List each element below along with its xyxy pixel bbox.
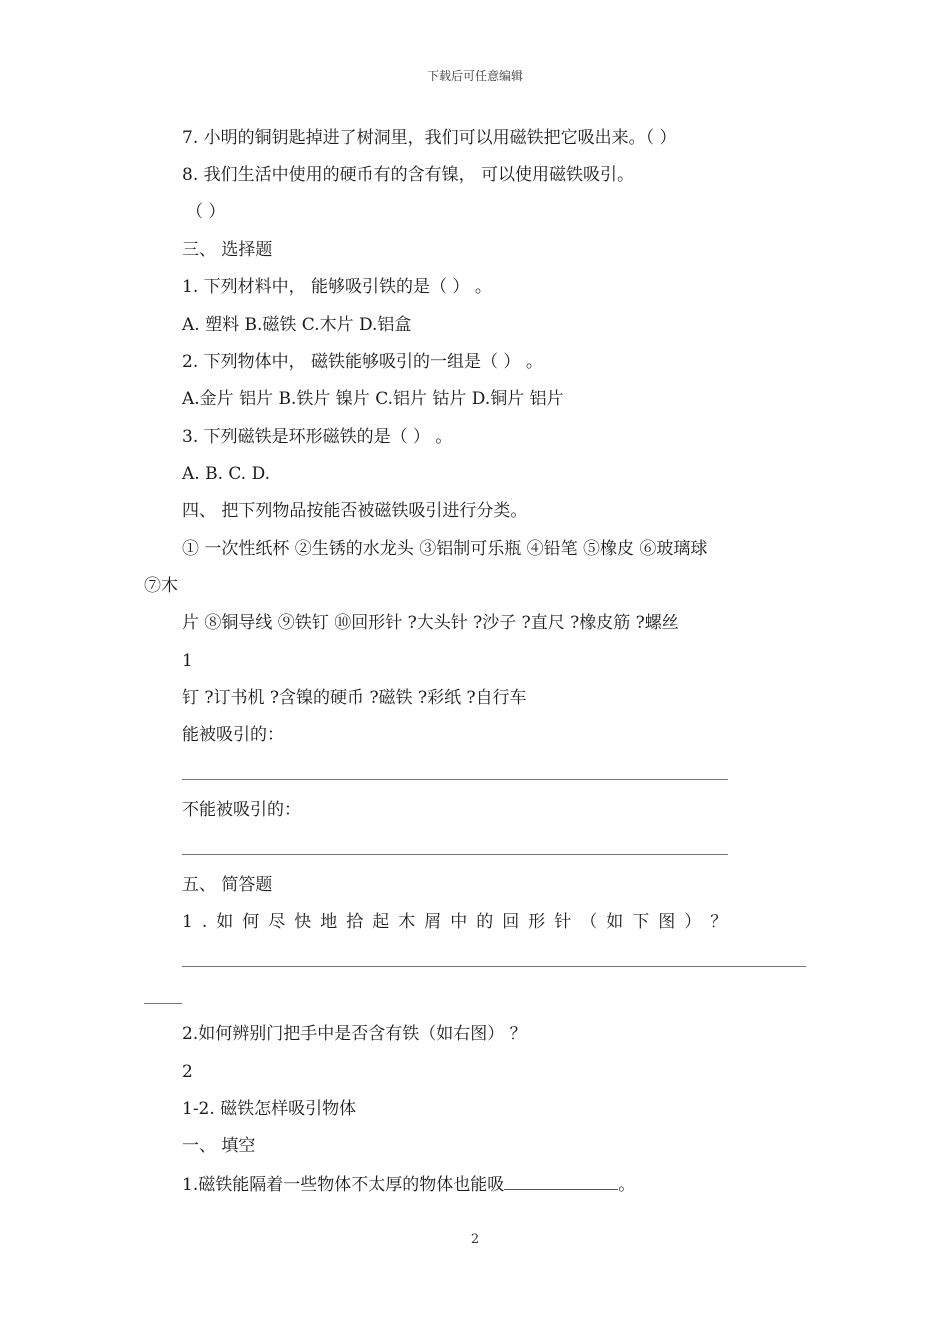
short-answer-question-2: 2.如何辨别门把手中是否含有铁（如右图） ？ — [182, 1024, 527, 1044]
section-5-heading: 五、 简答题 — [182, 875, 273, 895]
fill-in-blank — [504, 1173, 618, 1190]
choice-question-2: 2. 下列物体中， 磁铁能够吸引的一组是（ ） 。 — [182, 352, 543, 372]
page-header: 下载后可任意编辑 — [426, 69, 523, 83]
choice-question-1-options: A. 塑料 B.磁铁 C.木片 D.铝盒 — [182, 315, 412, 335]
page-footer-number: 2 — [470, 1232, 480, 1247]
not-attracted-label: 不能被吸引的： — [182, 800, 301, 820]
choice-question-1: 1. 下列材料中， 能够吸引铁的是（ ） 。 — [182, 277, 492, 297]
fill-in-question-1-text: 1.磁铁能隔着一些物体不太厚的物体也能吸 — [182, 1175, 505, 1195]
items-list-line-3: 片 ⑧铜导线 ⑨铁钉 ⑩回形针 ?大头针 ?沙子 ?直尺 ?橡皮筋 ?螺丝 — [182, 613, 679, 633]
choice-question-3-options: A. B. C. D. — [182, 464, 271, 484]
section-4-heading: 四、 把下列物品按能否被磁铁吸引进行分类。 — [182, 501, 528, 521]
short-answer-1-line-a — [182, 966, 806, 967]
fill-in-heading: 一、 填空 — [182, 1136, 256, 1156]
page-number-inline: 2 — [182, 1062, 193, 1082]
items-list-line-2: ⑦木 — [144, 576, 178, 596]
not-attracted-answer-line — [182, 854, 728, 855]
items-list-line-1: ① 一次性纸杯 ②生锈的水龙头 ③铝制可乐瓶 ④铅笔 ⑤橡皮 ⑥玻璃球 — [182, 539, 708, 559]
attracted-answer-line — [182, 779, 728, 780]
attracted-label: 能被吸引的： — [182, 725, 284, 745]
question-8: 8. 我们生活中使用的硬币有的含有镍， 可以使用磁铁吸引。 — [182, 165, 635, 185]
fill-in-question-1-end: 。 — [618, 1175, 636, 1195]
short-answer-question-1: 1.如何尽快地拾起木屑中的回形针（如下图）？ — [182, 912, 737, 932]
items-list-line-4: 1 — [182, 651, 193, 671]
items-list-line-5: 钉 ?订书机 ?含镍的硬币 ?磁铁 ?彩纸 ?自行车 — [182, 688, 527, 708]
fill-in-question-1 — [182, 1173, 635, 1196]
question-8-answer-bracket: （ ） — [186, 202, 226, 222]
section-3-heading: 三、 选择题 — [182, 240, 273, 260]
question-7: 7. 小明的铜钥匙掉进了树洞里，我们可以用磁铁把它吸出来。（ ） — [182, 128, 677, 148]
lesson-title: 1-2. 磁铁怎样吸引物体 — [182, 1099, 357, 1119]
choice-question-3: 3. 下列磁铁是环形磁铁的是（ ） 。 — [182, 427, 453, 447]
choice-question-2-options: A.金片 铝片 B.铁片 镍片 C.铝片 钴片 D.铜片 铝片 — [182, 389, 564, 409]
short-answer-1-line-b — [144, 1003, 182, 1004]
